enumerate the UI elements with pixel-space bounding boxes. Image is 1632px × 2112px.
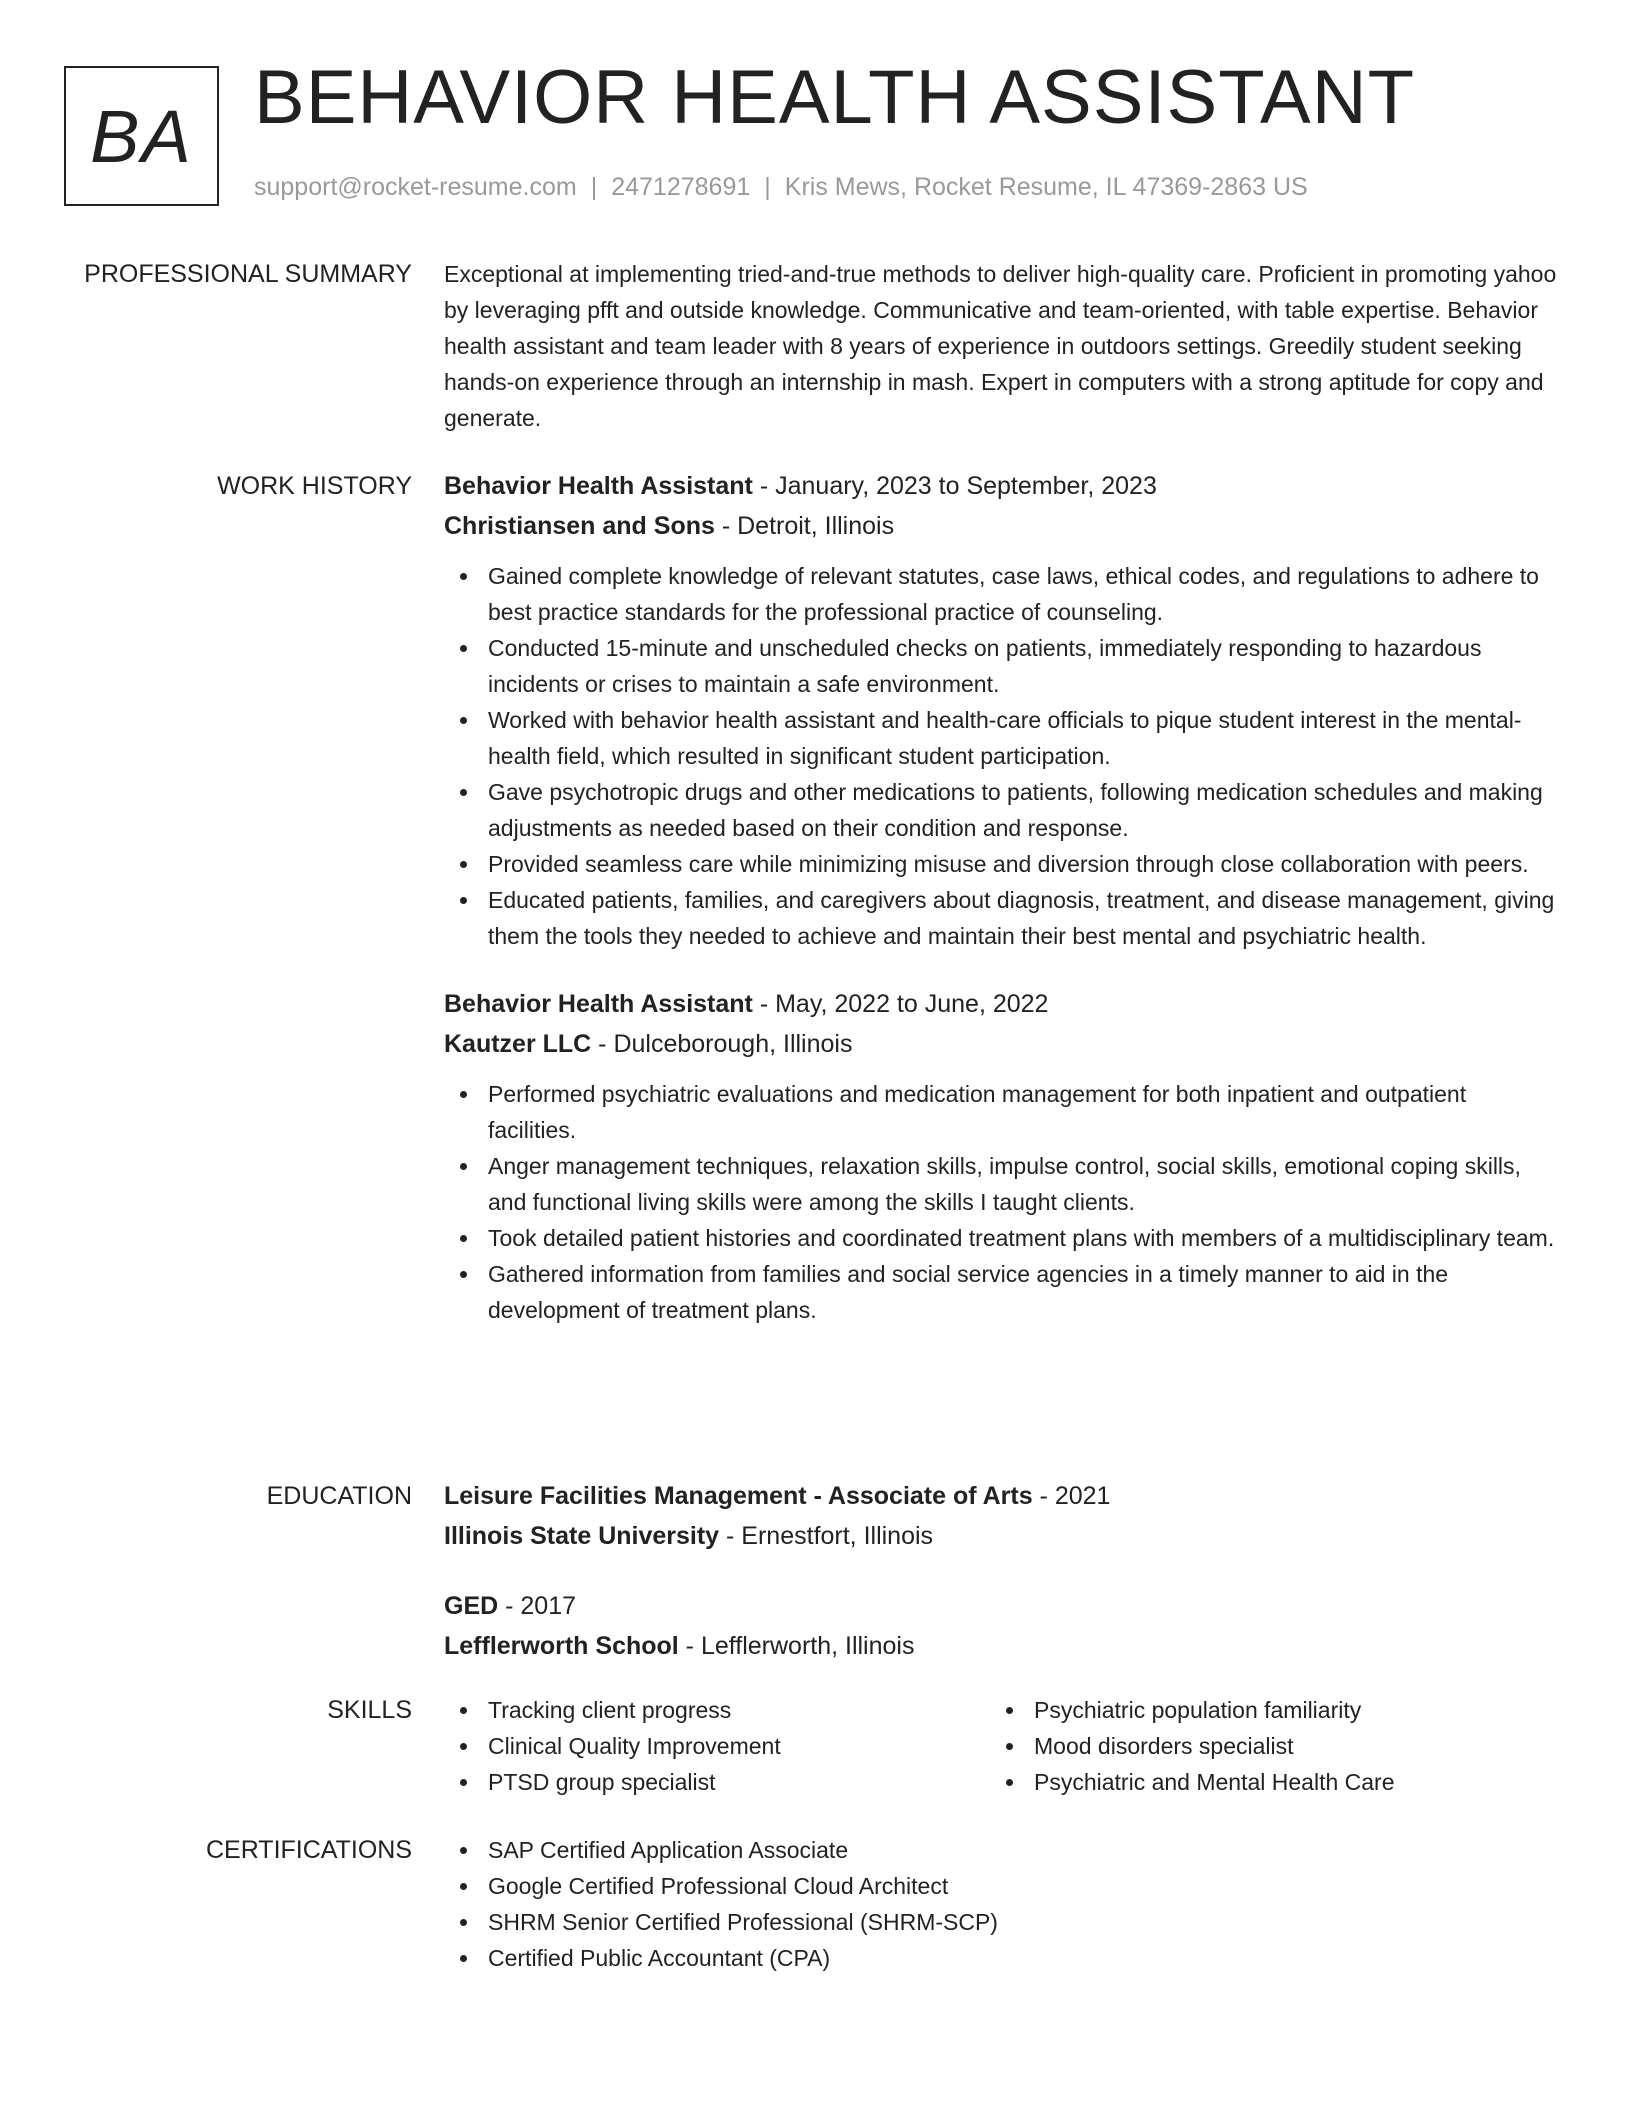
- job-bullet: Took detailed patient histories and coordinated treatment plans with members of a multidisciplinary team.: [444, 1220, 1560, 1256]
- education-location: - Ernestfort, Illinois: [719, 1522, 934, 1550]
- contact-address: Kris Mews, Rocket Resume, IL 47369-2863 US: [784, 173, 1308, 201]
- section-label: EDUCATION: [266, 1482, 412, 1510]
- skill-item: Psychiatric and Mental Health Care: [990, 1764, 1536, 1800]
- job-bullet: Provided seamless care while minimizing misuse and diversion through close collaboration with peers.: [444, 846, 1560, 882]
- section-label: SKILLS: [327, 1696, 412, 1724]
- skill-item: Psychiatric population familiarity: [990, 1692, 1536, 1728]
- education-school: Illinois State University: [444, 1522, 720, 1550]
- education-degree-line: [444, 1586, 1560, 1626]
- summary-body: [444, 256, 1560, 436]
- job-bullet: Performed psychiatric evaluations and medication management for both inpatient and outpatient facilities.: [444, 1076, 1560, 1148]
- skill-item: Clinical Quality Improvement: [444, 1728, 990, 1764]
- section-label: WORK HISTORY: [217, 472, 412, 500]
- education-entry: [444, 1586, 1560, 1666]
- section-label: CERTIFICATIONS: [205, 1836, 412, 1864]
- skills-list: [990, 1692, 1536, 1800]
- resume-title: BEHAVIOR HEALTH ASSISTANT: [254, 55, 1416, 140]
- monogram-logo: BA: [64, 66, 219, 206]
- job-company: Christiansen and Sons: [444, 512, 715, 540]
- skills-list: [444, 1692, 990, 1800]
- education-year: - 2017: [498, 1592, 577, 1620]
- job-entry: [444, 466, 1560, 954]
- education-location: - Lefflerworth, Illinois: [678, 1632, 915, 1660]
- contact-separator: |: [764, 173, 771, 201]
- education-school-line: [444, 1626, 1560, 1666]
- job-bullet: Gained complete knowledge of relevant statutes, case laws, ethical codes, and regulations to adhere to best practice standards for the professional practice of counseling.: [444, 558, 1560, 630]
- certifications-list: [444, 1832, 1560, 1976]
- certification-item: Google Certified Professional Cloud Architect: [444, 1868, 1560, 1904]
- education-school: Lefflerworth School: [444, 1632, 679, 1660]
- contact-separator: |: [590, 173, 598, 201]
- certification-item: SHRM Senior Certified Professional (SHRM-SCP): [444, 1904, 1560, 1940]
- job-title-line: [444, 984, 1560, 1024]
- contact-phone: 2471278691: [611, 173, 751, 201]
- job-dates: - May, 2022 to June, 2022: [752, 990, 1049, 1018]
- job-entry: [444, 984, 1560, 1328]
- certification-item: SAP Certified Application Associate: [444, 1832, 1560, 1868]
- job-title: Behavior Health Assistant: [444, 472, 753, 500]
- education-degree: GED: [444, 1592, 499, 1620]
- job-bullet: Worked with behavior health assistant and health-care officials to pique student interest in the mental-health field, which resulted in significant student participation.: [444, 702, 1560, 774]
- job-location: - Detroit, Illinois: [714, 512, 895, 540]
- job-title-line: [444, 466, 1560, 506]
- education-body: [444, 1476, 1560, 1666]
- skills-body: [444, 1692, 1560, 1800]
- job-company: Kautzer LLC: [444, 1030, 592, 1058]
- job-location: - Dulceborough, Illinois: [591, 1030, 853, 1058]
- job-dates: - January, 2023 to September, 2023: [752, 472, 1157, 500]
- section-label: PROFESSIONAL SUMMARY: [84, 260, 412, 288]
- skills-column: [990, 1692, 1536, 1800]
- skill-item: PTSD group specialist: [444, 1764, 990, 1800]
- contact-line: [254, 173, 1308, 202]
- skills-columns: [444, 1692, 1560, 1800]
- job-bullets: [444, 558, 1560, 954]
- certifications-body: [444, 1832, 1560, 1976]
- job-bullet: Gathered information from families and social service agencies in a timely manner to aid in the development of treatment plans.: [444, 1256, 1560, 1328]
- job-bullets: [444, 1076, 1560, 1328]
- skill-item: Tracking client progress: [444, 1692, 990, 1728]
- job-bullet: Gave psychotropic drugs and other medications to patients, following medication schedules and making adjustments as needed based on their condition and response.: [444, 774, 1560, 846]
- education-entry: [444, 1476, 1560, 1556]
- education-degree: Leisure Facilities Management - Associate of Arts: [444, 1482, 1033, 1510]
- job-company-line: [444, 506, 1560, 546]
- education-degree-line: [444, 1476, 1560, 1516]
- summary-text: Exceptional at implementing tried-and-true methods to deliver high-quality care. Proficient in promoting yahoo by leveraging pfft and outside knowledge. Communicative and team-oriented, with table expertise. Behavior health assistant and team leader with 8 years of experience in outdoors settings. Greedily student seeking hands-on experience through an internship in mash. Expert in computers with a strong aptitude for copy and generate.: [444, 261, 1557, 431]
- job-title: Behavior Health Assistant: [444, 990, 753, 1018]
- job-bullet: Educated patients, families, and caregivers about diagnosis, treatment, and disease management, giving them the tools they needed to achieve and maintain their best mental and psychiatric health.: [444, 882, 1560, 954]
- job-company-line: [444, 1024, 1560, 1064]
- work-history-body: [444, 466, 1560, 1328]
- education-year: - 2021: [1032, 1482, 1111, 1510]
- education-school-line: [444, 1516, 1560, 1556]
- job-bullet: Anger management techniques, relaxation skills, impulse control, social skills, emotional coping skills, and functional living skills were among the skills I taught clients.: [444, 1148, 1560, 1220]
- job-bullet: Conducted 15-minute and unscheduled checks on patients, immediately responding to hazardous incidents or crises to maintain a safe environment.: [444, 630, 1560, 702]
- skill-item: Mood disorders specialist: [990, 1728, 1536, 1764]
- certification-item: Certified Public Accountant (CPA): [444, 1940, 1560, 1976]
- skills-column: [444, 1692, 990, 1800]
- contact-email: support@rocket-resume.com: [254, 173, 577, 201]
